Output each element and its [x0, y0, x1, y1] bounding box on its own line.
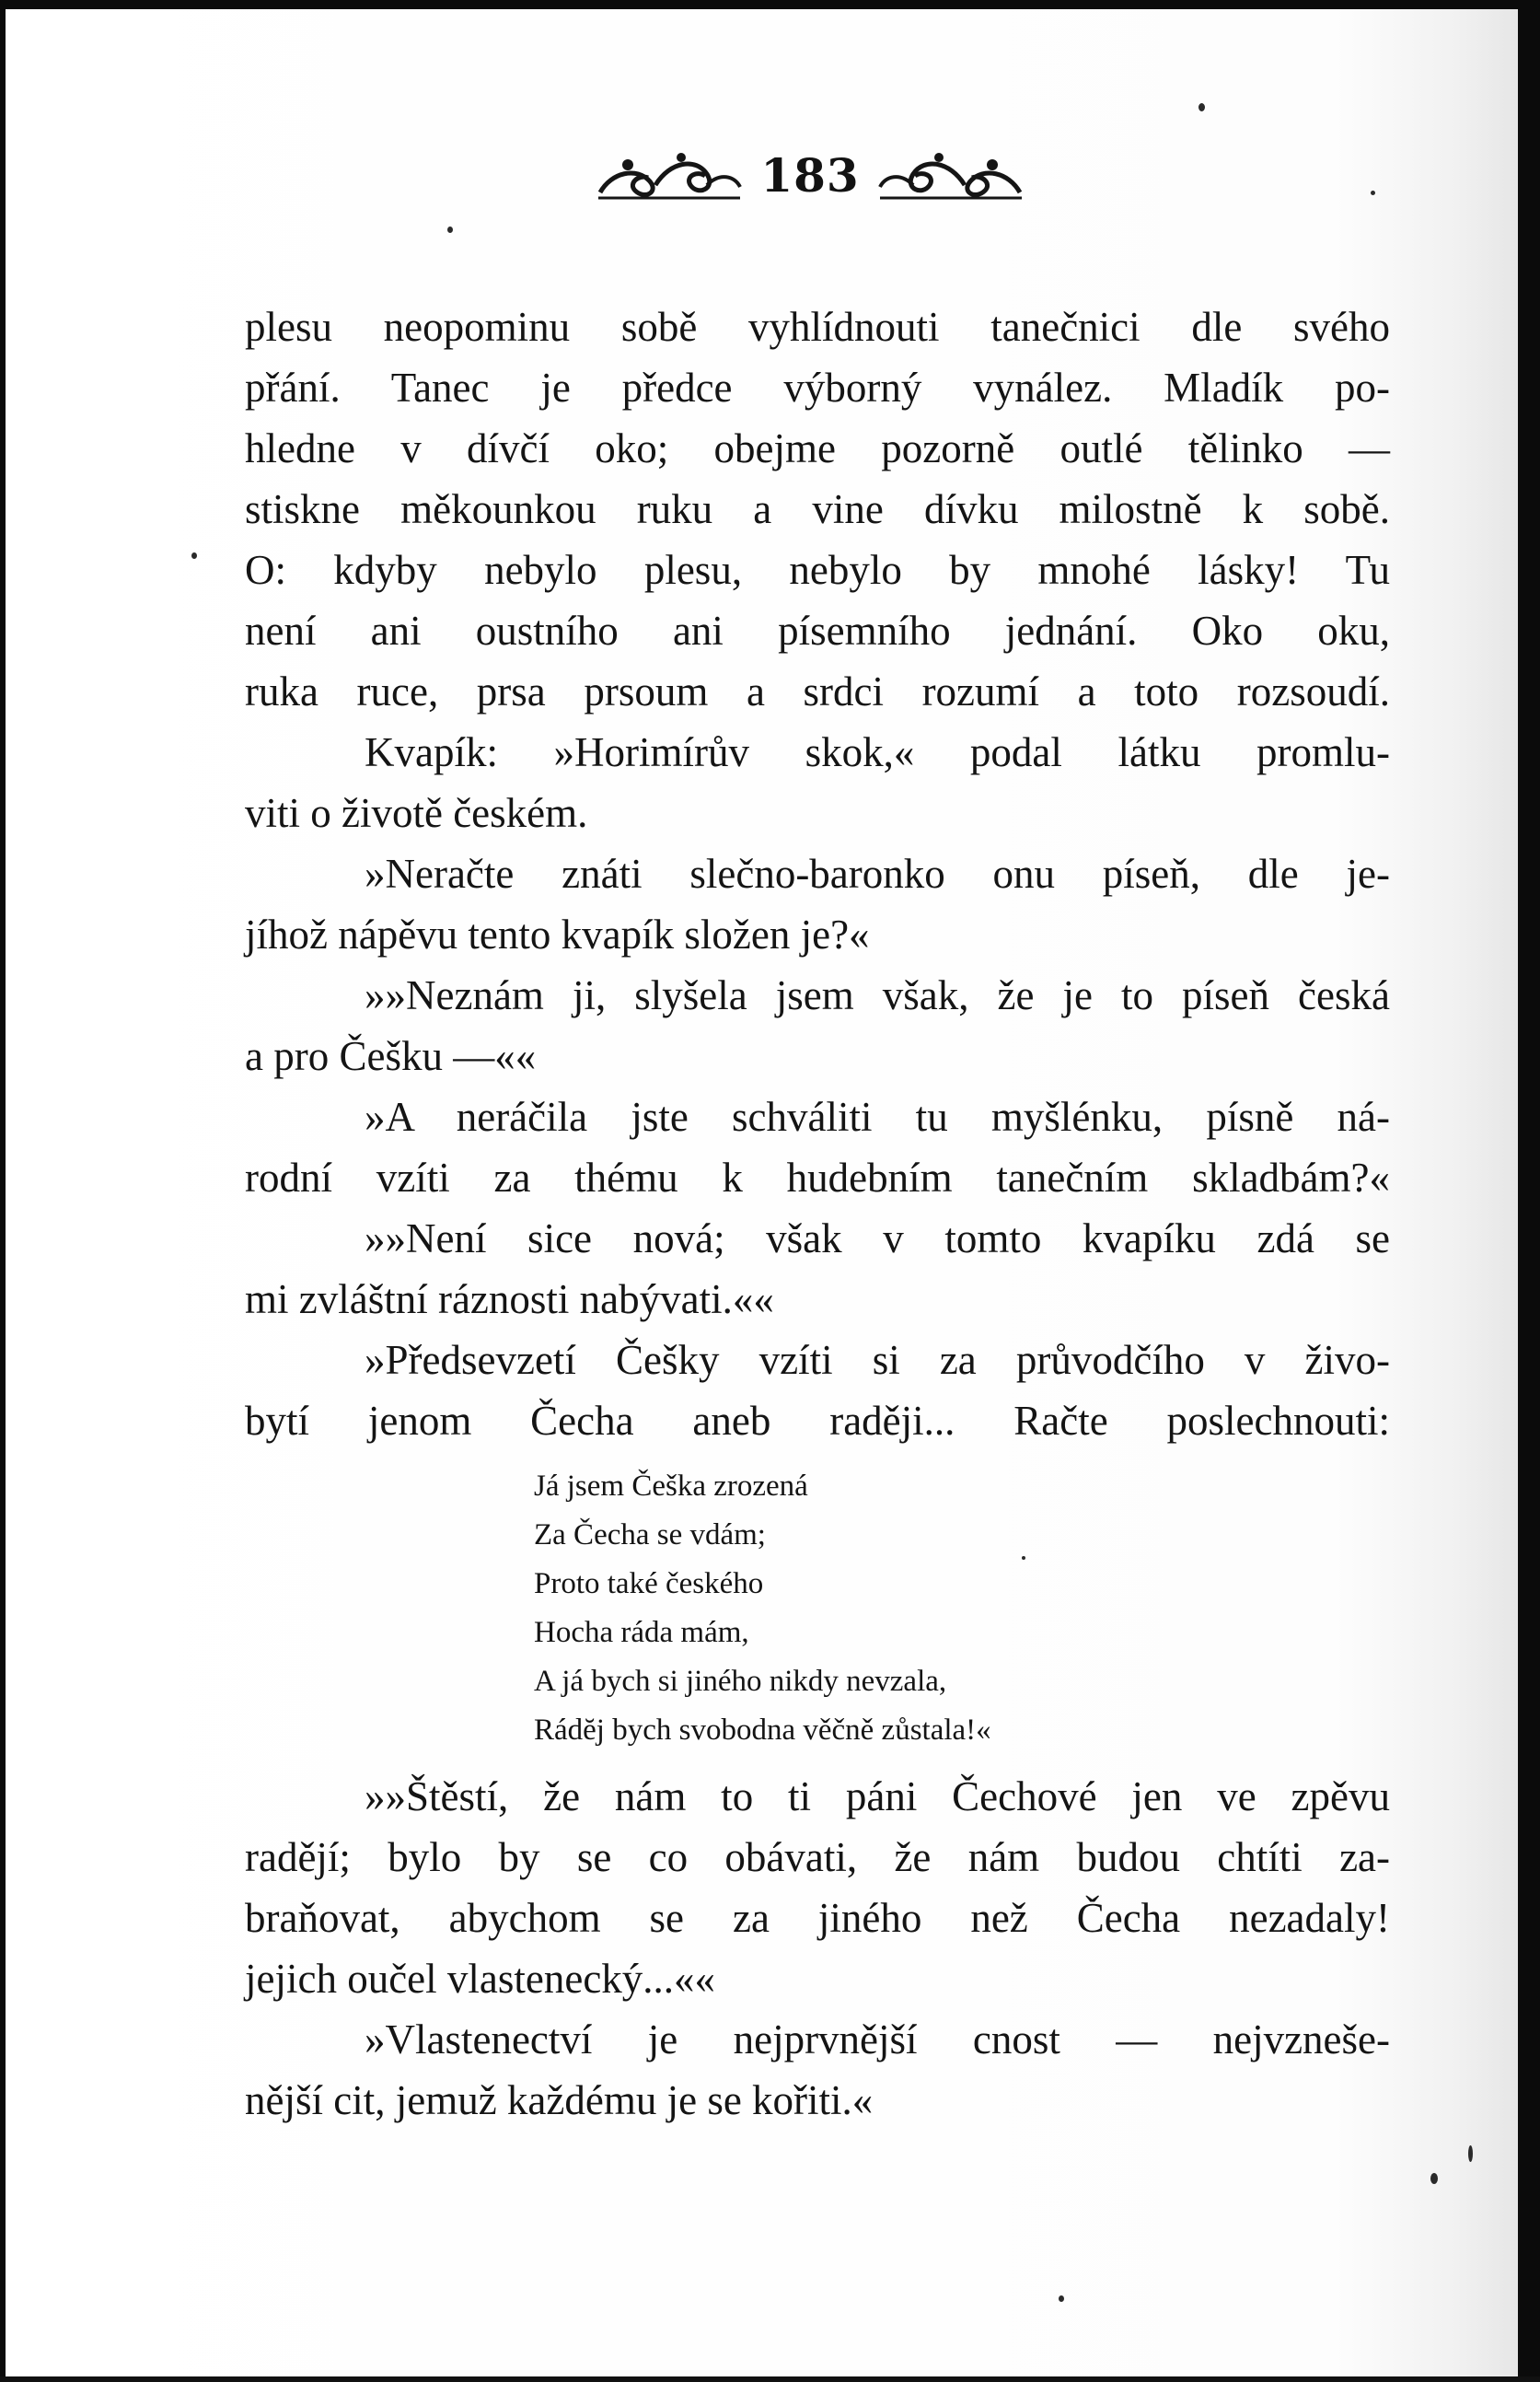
paragraph [245, 843, 1390, 965]
scan-border-bottom [0, 2376, 1540, 2382]
dust-speck [1468, 2145, 1473, 2162]
dust-speck [1371, 191, 1375, 195]
scan-border-top [0, 0, 1540, 9]
text-line: není ani oustního ani písemního jednání. Oko oku, [245, 608, 1390, 654]
dust-speck [1198, 103, 1205, 111]
text-line: »»Štěstí, že nám to ti páni Čechové jen ve zpěvu [365, 1773, 1390, 1819]
dust-speck [1430, 2173, 1438, 2184]
dust-speck [447, 227, 453, 233]
text-line: plesu neopominu sobě vyhlídnouti tanečnici dle svého [245, 304, 1390, 350]
text-line: přání. Tanec je předce výborný vynález. Mladík po- [245, 365, 1390, 411]
paragraph [245, 1766, 1390, 2009]
text-line: radějí; bylo by se co obávati, že nám budou chtíti za- [245, 1834, 1390, 1880]
text-line: braňovat, abychom se za jiného než Čecha nezadaly! [245, 1895, 1390, 1941]
text-line: rodní vzíti za thému k hudebním tanečním skladbám?« [245, 1155, 1390, 1201]
text-line: nější cit, jemuž každému je se kořiti.« [245, 2077, 874, 2123]
poem-line: Já jsem Češka zrozená [534, 1470, 808, 1503]
poem-line: Rádĕj bych svobodna věčně zůstala!« [534, 1714, 991, 1747]
text-line: stiskne měkounkou ruku a vine dívku milostně k sobě. [245, 486, 1390, 532]
poem-line: Za Čecha se vdám; [534, 1518, 766, 1551]
paragraph [245, 1086, 1390, 1208]
paragraph [245, 965, 1390, 1086]
text-line: bytí jenom Čecha aneb raději... Račte poslechnouti: [245, 1398, 1390, 1444]
text-line: »»Není sice nová; však v tomto kvapíku zdá se [365, 1215, 1390, 1261]
paragraph [245, 2009, 1390, 2131]
text-line: »»Neznám ji, slyšela jsem však, že je to píseň česká [365, 972, 1390, 1018]
text-line: »A neráčila jste schváliti tu myšlénku, písně ná- [365, 1094, 1390, 1140]
text-line: a pro Češku —«« [245, 1033, 537, 1079]
body-text-top [245, 296, 1390, 1451]
text-line: ruka ruce, prsa prsoum a srdci rozumí a toto rozsoudí. [245, 668, 1390, 715]
text-line: hledne v dívčí oko; obejme pozorně outlé tělinko — [245, 425, 1390, 471]
text-line: »Předsevzetí Češky vzíti si za průvodčího v živo- [365, 1337, 1390, 1383]
text-line: »Vlastenectví je nejprvnější cnost — nejvzneše- [365, 2016, 1390, 2062]
scan-border-right [1518, 0, 1540, 2382]
paragraph [245, 296, 1390, 722]
text-line: viti o životě českém. [245, 790, 588, 836]
poem-line: Proto také českého [534, 1567, 764, 1600]
paragraph [245, 1208, 1390, 1330]
text-line: jejich oučel vlastenecký...«« [245, 1956, 716, 2002]
scan-border-left [0, 0, 6, 2382]
body-text-bottom [245, 1766, 1390, 2131]
right-ornament-icon [873, 145, 1029, 205]
left-ornament-icon [591, 145, 747, 205]
text-line: »Neračte znáti slečno-baronko onu píseň, dle je- [365, 851, 1390, 897]
paragraph [245, 1330, 1390, 1451]
text-line: O: kdyby nebylo plesu, nebylo by mnohé lásky! Tu [245, 547, 1390, 593]
text-line: mi zvláštní ráznosti nabývati.«« [245, 1276, 774, 1322]
page-number: 183 [760, 147, 860, 203]
poem-line: Hocha ráda mám, [534, 1616, 749, 1649]
page-header [589, 138, 1031, 212]
dust-speck [191, 552, 197, 559]
text-line: Kvapík: »Horimírův skok,« podal látku promlu- [365, 729, 1390, 775]
dust-speck [1059, 2295, 1064, 2302]
poem-line: A já bych si jiného nikdy nevzala, [534, 1665, 947, 1698]
poem-block [534, 1462, 1270, 1755]
text-line: jíhož nápěvu tento kvapík složen je?« [245, 912, 870, 958]
paragraph [245, 722, 1390, 843]
